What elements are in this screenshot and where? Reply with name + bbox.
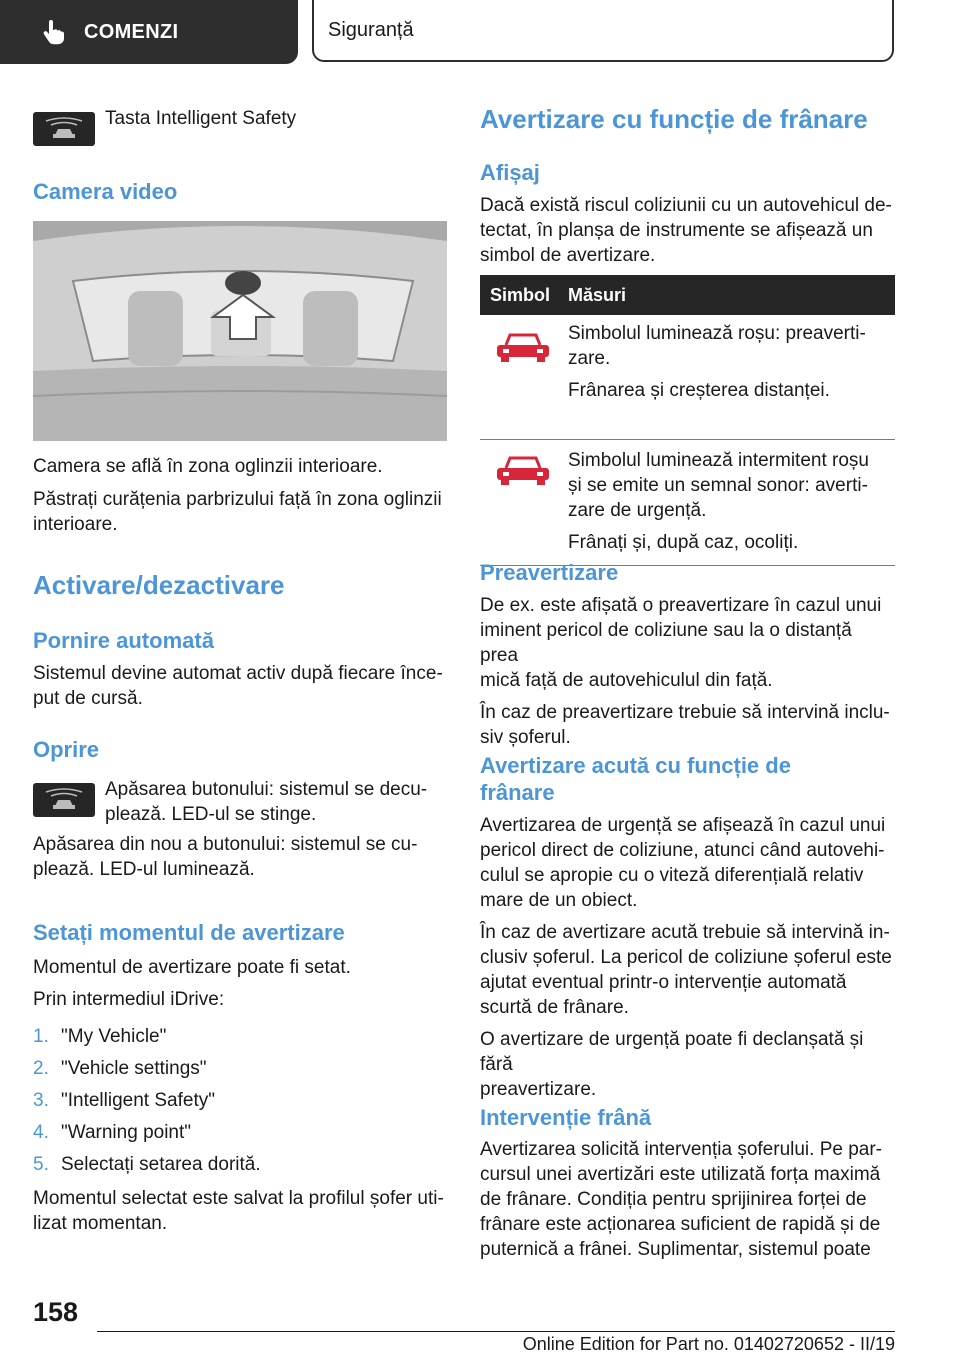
prewarning-line-2: iminent pericol de coliziune sau la o distanță prea <box>480 620 852 666</box>
symbol-table-header <box>480 275 895 315</box>
acute-line-9: O avertizare de urgență poate fi declanșată și fără <box>480 1029 864 1075</box>
car-warning-icon <box>41 116 87 142</box>
row2-line-2: și se emite un semnal sonor: averti- <box>568 475 868 496</box>
row1-line-2: zare. <box>568 348 611 369</box>
measures-cell <box>558 315 895 440</box>
camera-clean-line-2: interioare. <box>33 514 118 535</box>
intelligent-safety-key-row <box>33 108 297 146</box>
stop-button-line-1: Apăsarea butonului: sistemul se decu- <box>105 779 428 800</box>
acute-line-10: preavertizare. <box>480 1079 597 1100</box>
footer-divider <box>97 1331 895 1332</box>
row1-line-3: Frânarea și creșterea distanței. <box>568 380 830 401</box>
step-text: Selectați setarea dorită. <box>61 1154 261 1175</box>
car-warning-icon <box>41 787 87 813</box>
acute-line-5: În caz de avertizare acută trebuie să intervină in- <box>480 922 890 943</box>
stop-again-line-2: plează. LED-ul luminează. <box>33 859 255 880</box>
red-car-flashing-icon <box>493 450 553 490</box>
row2-line-1: Simbolul luminează intermitent roșu <box>568 450 869 471</box>
step-text: "Warning point" <box>61 1122 192 1143</box>
step-5 <box>33 1152 261 1184</box>
display-heading: Afișaj <box>480 160 540 185</box>
display-line-1: Dacă există riscul coliziunii cu un autovehicul de- <box>480 195 892 216</box>
brake-line-4: frânare este acționarea suficient de rapidă și de <box>480 1214 881 1235</box>
activation-heading: Activare/dezactivare <box>33 570 285 600</box>
chapter-tab-comenzi[interactable] <box>0 0 298 64</box>
hand-pointer-icon <box>40 19 66 45</box>
acute-heading-line-2: frânare <box>480 780 555 805</box>
acute-line-8: scurtă de frânare. <box>480 997 629 1018</box>
stop-again-text <box>33 832 447 882</box>
acute-line-6: clusiv șoferul. La pericol de coliziune șoferul este <box>480 947 892 968</box>
step-number: 1. <box>33 1026 49 1047</box>
row1-line-1: Simbolul luminează roșu: preaverti- <box>568 323 866 344</box>
step-number: 4. <box>33 1122 49 1143</box>
symbol-cell <box>480 315 558 440</box>
step-text: "My Vehicle" <box>61 1026 167 1047</box>
step-number: 5. <box>33 1154 49 1175</box>
stop-heading: Oprire <box>33 737 100 762</box>
prewarning-text <box>480 593 895 750</box>
step-1 <box>33 1024 261 1056</box>
camera-photo <box>33 221 447 441</box>
camera-heading: Camera video <box>33 179 178 204</box>
step-4 <box>33 1120 261 1152</box>
car-interior-image <box>33 221 447 441</box>
prewarning-line-3: mică față de autovehiculul din față. <box>480 670 773 691</box>
row2-line-3: zare de urgență. <box>568 500 707 521</box>
intelligent-safety-caption: Tasta Intelligent Safety <box>105 108 297 129</box>
display-line-2: tectat, în planșa de instrumente se afișează un <box>480 220 873 241</box>
warning-time-heading: Setați momentul de avertizare <box>33 920 345 945</box>
col-measures: Măsuri <box>558 275 895 315</box>
acute-warning-heading <box>480 752 791 806</box>
acute-line-4: mare de un obiect. <box>480 890 638 911</box>
col-symbol: Simbol <box>480 275 558 315</box>
symbol-cell <box>480 440 558 566</box>
step-3 <box>33 1088 261 1120</box>
symbol-row-acute-warning <box>480 440 895 566</box>
idrive-steps <box>33 1024 261 1184</box>
step-2 <box>33 1056 261 1088</box>
display-text <box>480 193 895 268</box>
measures-cell <box>558 440 895 566</box>
page-number: 158 <box>33 1297 79 1327</box>
intelligent-safety-button-image <box>33 112 95 146</box>
page-header <box>0 0 960 66</box>
prewarning-line-5: siv șoferul. <box>480 727 571 748</box>
stop-button-row <box>33 779 428 827</box>
auto-start-text <box>33 661 447 711</box>
brake-intervention-heading: Intervenție frână <box>480 1105 652 1130</box>
auto-start-heading: Pornire automată <box>33 628 214 653</box>
step-text: "Intelligent Safety" <box>61 1090 215 1111</box>
stop-button-line-2: plează. LED-ul se stinge. <box>105 804 317 825</box>
section-tab-label: Siguranță <box>328 18 414 41</box>
brake-intervention-text <box>480 1137 895 1262</box>
row2-line-4: Frânați și, după caz, ocoliți. <box>568 532 799 553</box>
brake-line-3: de frânare. Condiția pentru sprijinirea forței de <box>480 1189 867 1210</box>
warning-time-text: Momentul de avertizare poate fi setat. <box>33 957 351 978</box>
prewarning-line-1: De ex. este afișată o preavertizare în cazul unui <box>480 595 882 616</box>
prewarning-heading: Preavertizare <box>480 560 619 585</box>
step-number: 3. <box>33 1090 49 1111</box>
saved-text <box>33 1186 447 1236</box>
camera-clean-text <box>33 487 447 537</box>
intelligent-safety-button-image-2 <box>33 783 95 817</box>
brake-line-5: puternică a frânei. Suplimentar, sistemul poate <box>480 1239 871 1260</box>
acute-line-1: Avertizarea de urgență se afișează în cazul unui <box>480 815 886 836</box>
symbol-table <box>480 275 895 566</box>
acute-line-7: ajutat eventual printr-o intervenție automată <box>480 972 847 993</box>
brake-line-2: cursul unei avertizări este utilizată forța maximă <box>480 1164 881 1185</box>
brake-line-1: Avertizarea solicită intervenția șoferului. Pe par- <box>480 1139 883 1160</box>
main-heading: Avertizare cu funcție de frânare <box>480 104 868 134</box>
acute-line-3: culul se apropie cu o viteză diferențială relativ <box>480 865 864 886</box>
camera-clean-line-1: Păstrați curățenia parbrizului față în zona oglinzii <box>33 489 442 510</box>
stop-button-text <box>105 777 427 827</box>
saved-line-1: Momentul selectat este salvat la profilul șofer uti- <box>33 1188 444 1209</box>
acute-heading-line-1: Avertizare acută cu funcție de <box>480 753 791 778</box>
auto-start-line-2: put de cursă. <box>33 688 143 709</box>
display-line-3: simbol de avertizare. <box>480 245 656 266</box>
acute-warning-text <box>480 813 895 1102</box>
saved-line-2: lizat momentan. <box>33 1213 168 1234</box>
stop-again-line-1: Apăsarea din nou a butonului: sistemul se cu- <box>33 834 418 855</box>
edition-text: Online Edition for Part no. 01402720652 - II/19 <box>522 1334 895 1354</box>
chapter-tab-label: COMENZI <box>84 20 179 43</box>
red-car-icon <box>493 327 553 367</box>
acute-line-2: pericol direct de coliziune, atunci când autovehi- <box>480 840 885 861</box>
symbol-row-prewarning <box>480 315 895 440</box>
prewarning-line-4: În caz de preavertizare trebuie să intervină inclu- <box>480 702 890 723</box>
step-text: "Vehicle settings" <box>61 1058 207 1079</box>
auto-start-line-1: Sistemul devine automat activ după fiecare înce- <box>33 663 443 684</box>
idrive-text: Prin intermediul iDrive: <box>33 989 225 1010</box>
step-number: 2. <box>33 1058 49 1079</box>
camera-location-text: Camera se află în zona oglinzii interioare. <box>33 456 383 477</box>
section-tab-siguranta[interactable] <box>312 0 894 62</box>
